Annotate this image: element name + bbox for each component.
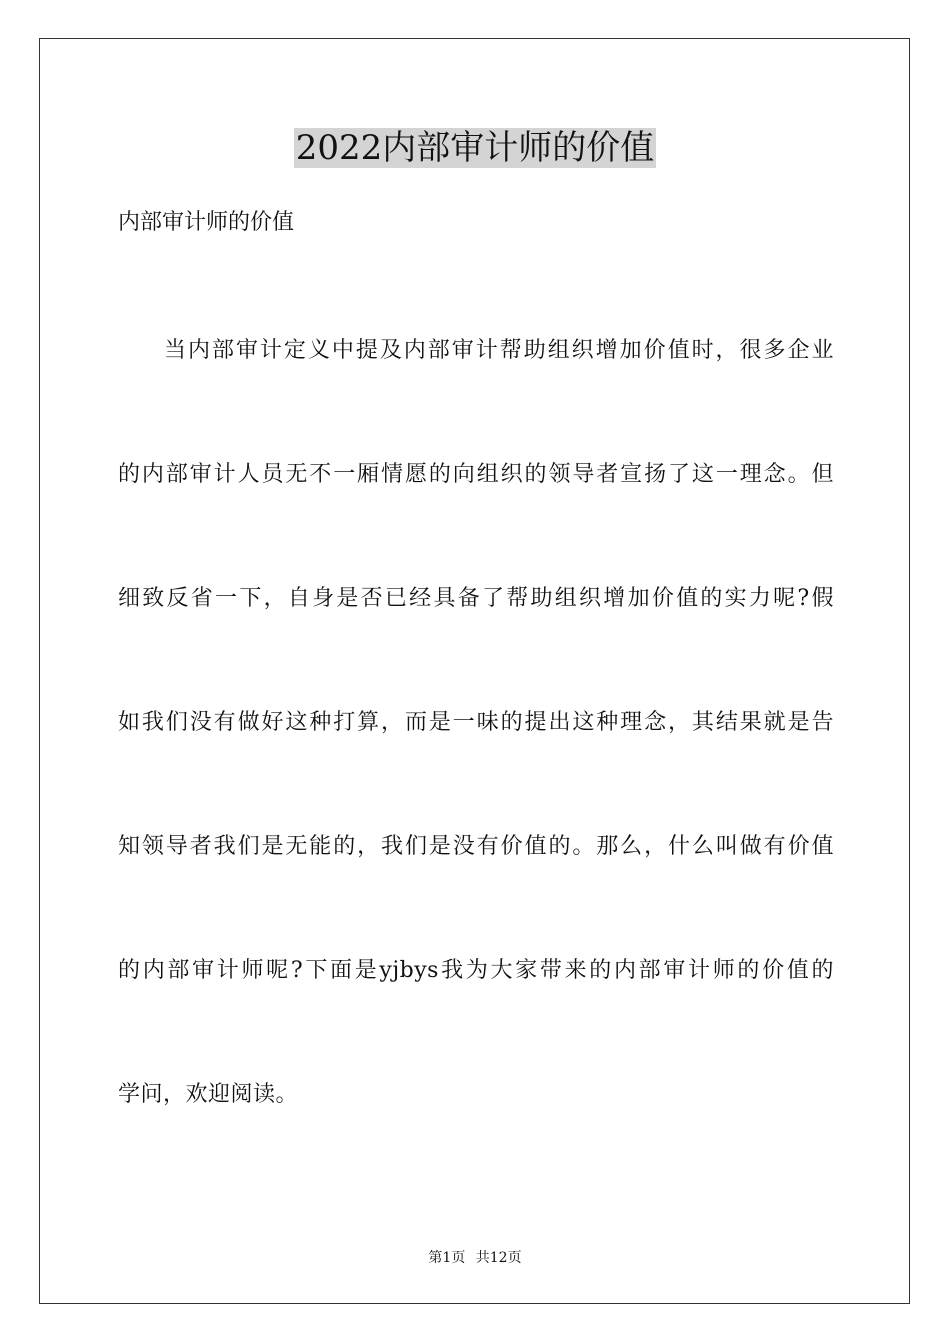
document-title bbox=[0, 126, 950, 170]
body-line-5: 知领导者我们是无能的，我们是没有价值的。那么，什么叫做有价值 bbox=[118, 834, 834, 859]
body-line-2: 的内部审计人员无不一厢情愿的向组织的领导者宣扬了这一理念。但 bbox=[118, 462, 834, 487]
document-subtitle: 内部审计师的价值 bbox=[118, 210, 295, 235]
document-title-text: 2022内部审计师的价值 bbox=[295, 128, 655, 168]
body-line-6: 的内部审计师呢?下面是yjbys我为大家带来的内部审计师的价值的 bbox=[118, 958, 834, 983]
body-line-1: 当内部审计定义中提及内部审计帮助组织增加价值时，很多企业 bbox=[164, 338, 834, 363]
body-line-7: 学问，欢迎阅读。 bbox=[118, 1082, 299, 1107]
body-line-3: 细致反省一下，自身是否已经具备了帮助组织增加价值的实力呢?假 bbox=[118, 586, 834, 611]
page-footer: 第1页 共12页 bbox=[428, 1250, 522, 1266]
body-line-4: 如我们没有做好这种打算，而是一味的提出这种理念，其结果就是告 bbox=[118, 710, 834, 735]
